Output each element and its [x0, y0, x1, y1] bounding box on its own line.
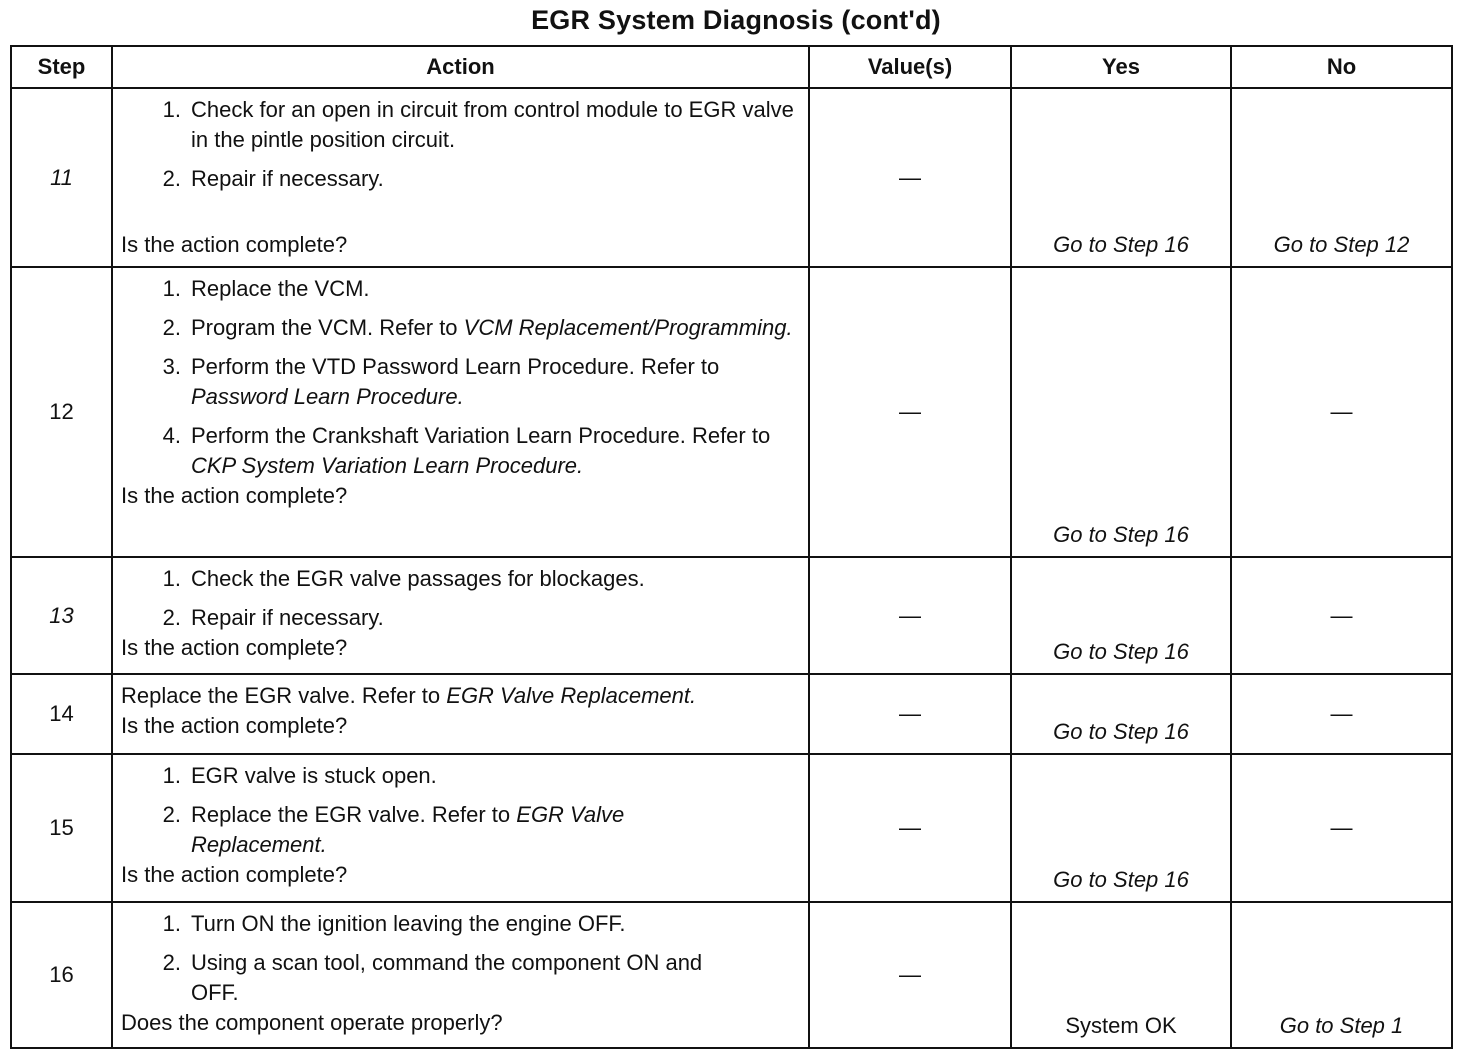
- action-item-number: 2.: [162, 315, 181, 340]
- action-cell: [112, 88, 809, 267]
- yes-cell: [1011, 88, 1231, 267]
- action-question: Is the action complete?: [121, 635, 348, 660]
- action-item: [121, 313, 800, 343]
- action-item: [121, 603, 800, 633]
- yes-text: Go to Step 16: [1053, 867, 1189, 892]
- no-text: —: [1330, 815, 1353, 840]
- header-step: Step: [11, 46, 112, 88]
- action-item-number: 2.: [162, 166, 181, 191]
- yes-text: Go to Step 16: [1053, 719, 1189, 744]
- yes-text: Go to Step 16: [1053, 522, 1189, 547]
- no-text: —: [1330, 399, 1353, 424]
- action-item: [121, 909, 800, 939]
- action-cell: [112, 557, 809, 674]
- action-item-text: Repair if necessary.: [191, 605, 384, 630]
- action-cell: [112, 902, 809, 1048]
- diagnosis-table: [10, 45, 1453, 1049]
- action-question: Is the action complete?: [121, 232, 348, 257]
- action-item: [121, 564, 800, 594]
- action-question: Is the action complete?: [121, 862, 348, 887]
- header-values: Value(s): [809, 46, 1011, 88]
- action-cell: [112, 674, 809, 754]
- action-item-number: 4.: [162, 423, 181, 448]
- page-title: EGR System Diagnosis (cont'd): [531, 5, 941, 35]
- action-item-reference: VCM Replacement/Programming.: [463, 315, 793, 340]
- value-text: —: [899, 602, 921, 628]
- action-question: Does the component operate properly?: [121, 1010, 503, 1035]
- no-cell: [1231, 754, 1452, 902]
- action-item-number: 1.: [162, 911, 181, 936]
- action-text: Replace the EGR valve. Refer to: [121, 683, 447, 708]
- action-item-number: 1.: [162, 566, 181, 591]
- yes-text: System OK: [1065, 1013, 1177, 1038]
- step-number: 12: [11, 267, 112, 557]
- value-text: —: [899, 701, 921, 726]
- action-item: [121, 421, 800, 481]
- value-cell: [809, 902, 1011, 1048]
- step-number: 16: [11, 902, 112, 1048]
- action-cell: [112, 267, 809, 557]
- action-item-text: Program the VCM. Refer to: [191, 315, 464, 340]
- no-text: —: [1330, 602, 1353, 628]
- value-cell: [809, 674, 1011, 754]
- action-item-number: 1.: [162, 97, 181, 122]
- step-number: 11: [11, 88, 112, 267]
- action-item: [121, 800, 800, 860]
- action-item-text: Check for an open in circuit from control module to EGR valve in the pintle position circuit.: [191, 97, 794, 152]
- action-cell: [112, 754, 809, 902]
- table-row: [11, 88, 1452, 267]
- step-number: 15: [11, 754, 112, 902]
- action-item-number: 3.: [162, 354, 181, 379]
- step-number: 14: [11, 674, 112, 754]
- action-question: Is the action complete?: [121, 483, 348, 508]
- action-item-reference: CKP System Variation Learn Procedure.: [191, 453, 584, 478]
- action-item: [121, 948, 800, 1008]
- action-item: [121, 164, 800, 194]
- action-item-number: 2.: [162, 605, 181, 630]
- value-text: —: [899, 962, 921, 987]
- no-text: —: [1330, 701, 1353, 726]
- table-row: [11, 267, 1452, 557]
- action-item-number: 1.: [162, 763, 181, 788]
- yes-text: Go to Step 16: [1053, 639, 1189, 664]
- action-item-text: Replace the EGR valve. Refer to: [191, 802, 517, 827]
- value-cell: [809, 88, 1011, 267]
- action-item-text: Perform the Crankshaft Variation Learn Procedure. Refer to: [191, 423, 771, 448]
- value-text: —: [899, 164, 921, 190]
- yes-text: Go to Step 16: [1053, 232, 1189, 257]
- action-question: Is the action complete?: [121, 713, 348, 738]
- action-item-number: 1.: [162, 276, 181, 301]
- table-row: [11, 902, 1452, 1048]
- action-item-text: Check the EGR valve passages for blockages.: [191, 566, 645, 591]
- yes-cell: [1011, 267, 1231, 557]
- action-item: [121, 95, 800, 155]
- action-item-reference: Password Learn Procedure.: [191, 384, 464, 409]
- no-cell: [1231, 902, 1452, 1048]
- header-no: No: [1231, 46, 1452, 88]
- yes-cell: [1011, 674, 1231, 754]
- step-number: 13: [11, 557, 112, 674]
- table-row: [11, 754, 1452, 902]
- no-cell: [1231, 88, 1452, 267]
- no-cell: [1231, 674, 1452, 754]
- table-row: [11, 674, 1452, 754]
- action-reference: EGR Valve Replacement.: [446, 683, 697, 708]
- table-row: [11, 557, 1452, 674]
- no-cell: [1231, 267, 1452, 557]
- action-item-number: 2.: [162, 802, 181, 827]
- action-item-text: Turn ON the ignition leaving the engine OFF.: [191, 911, 626, 936]
- header-row: [11, 46, 1452, 88]
- action-item: [121, 352, 800, 412]
- yes-cell: [1011, 902, 1231, 1048]
- action-item-text: EGR valve is stuck open.: [191, 763, 437, 788]
- value-cell: [809, 267, 1011, 557]
- action-item-text: Perform the VTD Password Learn Procedure. Refer to: [191, 354, 720, 379]
- action-item-text: Replace the VCM.: [191, 276, 370, 301]
- no-cell: [1231, 557, 1452, 674]
- action-item: [121, 761, 800, 791]
- no-text: Go to Step 1: [1279, 1013, 1404, 1038]
- action-item: [121, 274, 800, 304]
- action-item-reference: EGR Valve Replacement.: [191, 802, 625, 857]
- yes-cell: [1011, 754, 1231, 902]
- value-cell: [809, 557, 1011, 674]
- value-text: —: [899, 815, 921, 840]
- value-cell: [809, 754, 1011, 902]
- value-text: —: [899, 399, 921, 424]
- yes-cell: [1011, 557, 1231, 674]
- action-item-text: Using a scan tool, command the component ON and OFF.: [191, 950, 703, 1005]
- action-item-text: Repair if necessary.: [191, 166, 384, 191]
- header-yes: Yes: [1011, 46, 1231, 88]
- no-text: Go to Step 12: [1273, 232, 1410, 257]
- action-item-number: 2.: [162, 950, 181, 975]
- header-action: Action: [112, 46, 809, 88]
